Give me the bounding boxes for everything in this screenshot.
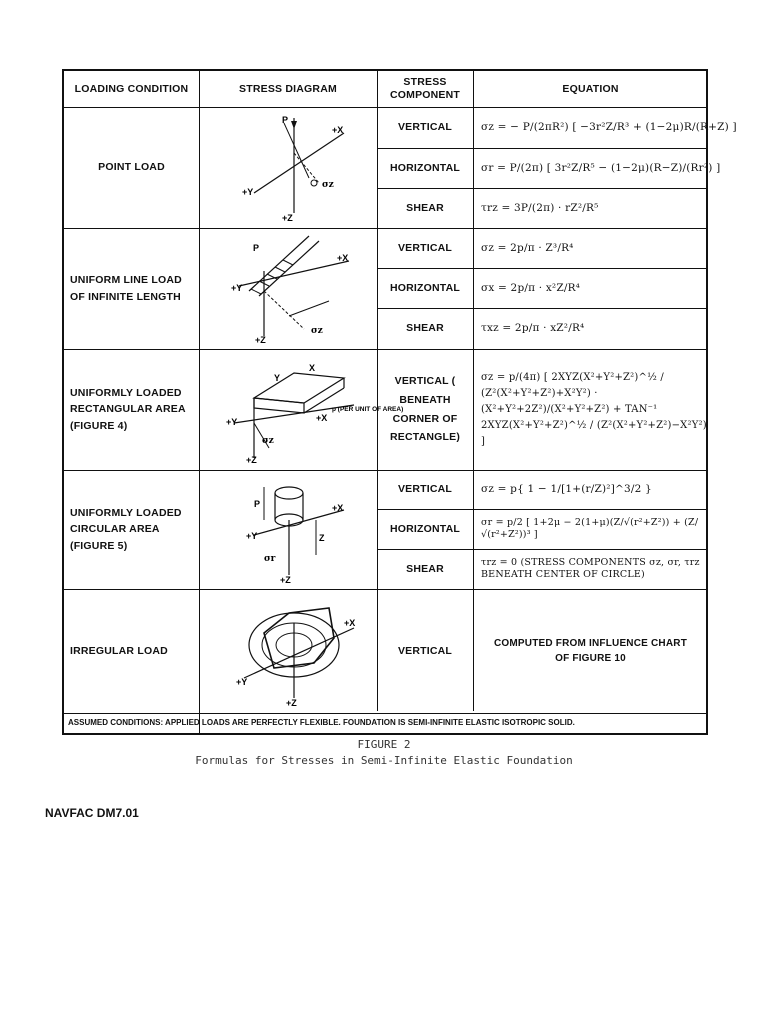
svg-text:+Y: +Y — [231, 283, 243, 293]
svg-text:+X: +X — [316, 413, 328, 423]
svg-text:+Y: +Y — [242, 187, 254, 197]
equation-point-shear: τrz = 3P/(2π) · rZ²/R⁵ — [481, 201, 599, 214]
figure-number: FIGURE 2 — [357, 738, 411, 751]
svg-text:+Z: +Z — [286, 698, 297, 708]
header-stress-component: STRESS COMPONENT — [389, 75, 461, 101]
equation-circular-horizontal: σr = p/2 [ 1+2μ − 2(1+μ)(Z/√(r²+Z²)) + (Z/√(r²+Z²))³ ] — [481, 516, 699, 540]
component-horizontal: HORIZONTAL — [389, 522, 461, 535]
source-label: NAVFAC DM7.01 — [45, 806, 139, 820]
circular-area-diagram-icon — [244, 475, 364, 585]
loading-condition-point-load: POINT LOAD — [98, 161, 165, 174]
svg-text:+X: +X — [332, 503, 344, 513]
svg-text:+X: +X — [332, 125, 344, 135]
svg-text:+X: +X — [344, 618, 356, 628]
component-vertical-beneath-corner: VERTICAL ( BENEATH CORNER OF RECTANGLE) — [389, 374, 461, 444]
equation-irregular-vertical: COMPUTED FROM INFLUENCE CHART OF FIGURE 10 — [493, 637, 687, 664]
line-load-diagram-icon — [229, 231, 359, 346]
component-vertical: VERTICAL — [397, 241, 453, 254]
svg-text:σz: σz — [311, 326, 323, 336]
svg-text:σz: σz — [262, 436, 274, 446]
equation-line-horizontal: σx = 2p/π · x²Z/R⁴ — [481, 281, 581, 294]
rectangular-area-diagram-icon — [224, 353, 404, 465]
equation-circular-shear: τrz = 0 (STRESS COMPONENTS σz, σr, τrz BENEATH CENTER OF CIRCLE) — [481, 556, 700, 580]
assumed-conditions-note: ASSUMED CONDITIONS: APPLIED LOADS ARE PERFECTLY FLEXIBLE. FOUNDATION IS SEMI-INFINITE ELASTIC ISOTROPIC SOLID. — [68, 717, 575, 727]
loading-condition-line-load: UNIFORM LINE LOAD OF INFINITE LENGTH — [70, 274, 182, 303]
svg-text:+Y: +Y — [246, 531, 258, 541]
equation-circular-vertical: σz = p{ 1 − 1/[1+(r/Z)²]^3/2 } — [481, 483, 652, 496]
svg-text:P: P — [254, 499, 261, 509]
svg-text:+Z: +Z — [255, 335, 266, 345]
stress-formula-table — [62, 69, 737, 735]
component-shear: SHEAR — [406, 201, 444, 214]
header-loading-condition: LOADING CONDITION — [74, 82, 189, 95]
component-vertical: VERTICAL — [397, 644, 453, 657]
equation-line-vertical: σz = 2p/π · Z³/R⁴ — [481, 241, 574, 254]
unit-area-label: p (PER UNIT OF AREA) — [332, 406, 404, 413]
loading-condition-irregular-load: IRREGULAR LOAD — [70, 644, 168, 657]
irregular-load-diagram-icon — [234, 593, 364, 708]
component-horizontal: HORIZONTAL — [389, 281, 461, 294]
svg-text:+Z: +Z — [282, 213, 293, 223]
svg-text:+Y: +Y — [226, 417, 238, 427]
equation-line-shear: τxz = 2p/π · xZ²/R⁴ — [481, 322, 585, 335]
svg-text:X: X — [309, 363, 316, 373]
equation-point-horizontal: σr = P/(2π) [ 3r²Z/R⁵ − (1−2μ)(R−Z)/(Rr²) ] — [481, 161, 721, 174]
component-vertical: VERTICAL — [397, 483, 453, 496]
point-load-diagram-icon — [224, 113, 354, 223]
svg-text:P: P — [282, 115, 289, 125]
equation-point-vertical: σz = − P/(2πR²) [ −3r²Z/R³ + (1−2μ)R/(R+Z) ] — [481, 121, 737, 134]
component-shear: SHEAR — [406, 322, 444, 335]
component-shear: SHEAR — [406, 562, 444, 575]
loading-condition-circular-area: UNIFORMLY LOADED CIRCULAR AREA (FIGURE 5) — [70, 507, 182, 552]
svg-text:Y: Y — [274, 373, 281, 383]
svg-text:σz: σz — [322, 180, 334, 190]
figure-caption: Formulas for Stresses in Semi-Infinite Elastic Foundation — [195, 754, 573, 767]
svg-text:+X: +X — [337, 253, 349, 263]
component-vertical: VERTICAL — [397, 121, 453, 134]
component-horizontal: HORIZONTAL — [389, 161, 461, 174]
equation-rectangular-vertical: σz = p/(4π) [ 2XYZ(X²+Y²+Z²)^½ / (Z²(X²+Y²+Z²)+X²Y²) · (X²+Y²+2Z²)/(X²+Y²+Z²) + TAN⁻¹ 2XYZ(X²+Y²+Z²)^½ / (Z²(X²+Y²+Z²)−X²Y²) ] — [481, 371, 707, 447]
svg-text:+Y: +Y — [236, 677, 248, 687]
header-stress-diagram: STRESS DIAGRAM — [239, 82, 337, 95]
svg-text:σr: σr — [264, 554, 276, 564]
header-equation: EQUATION — [562, 82, 619, 95]
svg-text:+Z: +Z — [280, 575, 291, 585]
column-divider — [199, 71, 200, 733]
svg-text:Z: Z — [319, 533, 325, 543]
svg-text:+Z: +Z — [246, 455, 257, 465]
svg-text:P: P — [253, 243, 260, 253]
loading-condition-rectangular-area: UNIFORMLY LOADED RECTANGULAR AREA (FIGURE 4) — [70, 387, 186, 432]
